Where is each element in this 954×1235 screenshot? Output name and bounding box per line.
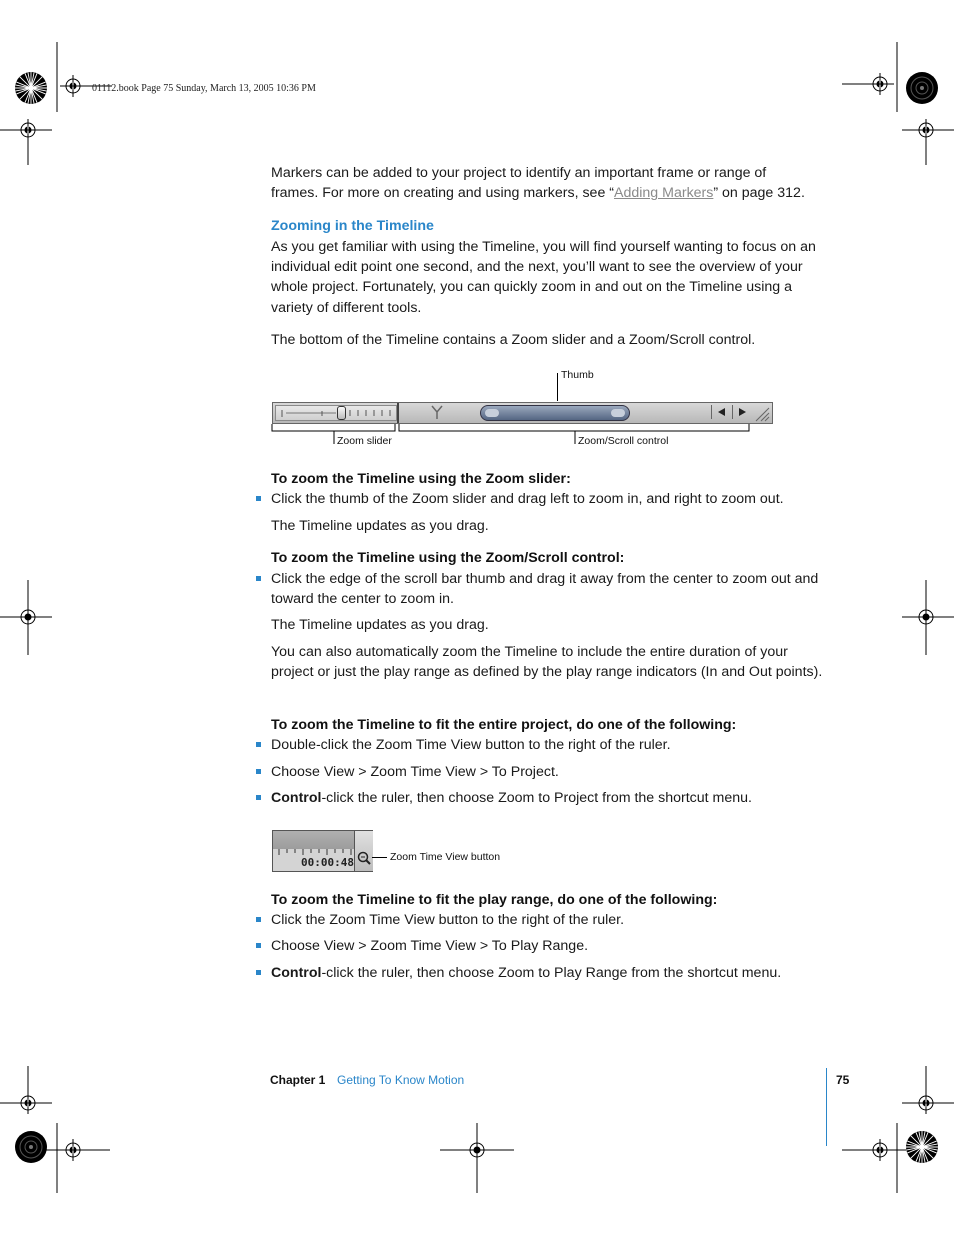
zoom-slider-label: Zoom slider: [337, 435, 392, 447]
resize-grip-icon[interactable]: [752, 404, 770, 422]
task4-heading: To zoom the Timeline to fit the play range, do one of the following:: [271, 892, 718, 908]
ruler-figure: [272, 830, 373, 872]
task4-bullet-3: [271, 963, 831, 983]
play-range-indicator-icon: [430, 405, 444, 421]
footer-rule: [826, 1068, 827, 1146]
adding-markers-link[interactable]: Adding Markers: [614, 185, 714, 202]
zoom-slider-thumb[interactable]: [337, 406, 346, 420]
task2-heading: To zoom the Timeline using the Zoom/Scroll control:: [271, 550, 625, 566]
zoom-slider-ticks: [276, 406, 396, 420]
zoom-time-view-button[interactable]: [354, 831, 373, 871]
page-number: 75: [836, 1073, 850, 1087]
bullet-marker: [256, 496, 261, 501]
intro-text-end: ” on page 312.: [713, 185, 805, 202]
task2-bullet: Click the edge of the scroll bar thumb and drag it away from the center to zoom out and toward the center to zoom in.: [271, 571, 819, 608]
task3-bullet-2: Choose View > Zoom Time View > To Project.: [271, 764, 559, 780]
task1-bullet: Click the thumb of the Zoom slider and drag left to zoom in, and right to zoom out.: [271, 491, 784, 507]
task4-bullet-2: Choose View > Zoom Time View > To Play Range.: [271, 938, 589, 954]
thumb-label: Thumb: [561, 369, 594, 381]
starburst-mark-icon: [906, 1131, 938, 1163]
task2-note: The Timeline updates as you drag.: [271, 617, 489, 633]
section-paragraph: As you get familiar with using the Timeline, you will find yourself wanting to focus on an individual edit point one second, and the next, you’ll want to see the overview of your whole project. Fortunately, you can quickly zoom in and out on the Timeline using a variety of different tools.: [271, 239, 816, 316]
task3-bullet-3-text: -click the ruler, then choose Zoom to Project from the shortcut menu.: [321, 790, 752, 806]
bullet-marker: [256, 943, 261, 948]
scroll-left-button[interactable]: [711, 405, 730, 419]
zoom-slider[interactable]: [275, 405, 397, 421]
control-key-label: Control: [271, 965, 322, 981]
bullet-marker: [256, 769, 261, 774]
timecode-display: 00:00:48: [301, 856, 354, 869]
scroll-thumb-right-grip[interactable]: [611, 409, 625, 417]
scroll-thumb-left-grip[interactable]: [485, 409, 499, 417]
intro-line-2: [271, 183, 831, 203]
task2-paragraph: You can also automatically zoom the Timeline to include the entire duration of your project or just the play range as defined by the play range indicators (In and Out points).: [271, 644, 823, 681]
ruler-top-band: [273, 831, 354, 849]
task4-bullet-3-text: -click the ruler, then choose Zoom to Play Range from the shortcut menu.: [321, 965, 782, 981]
task1-heading: To zoom the Timeline using the Zoom slider:: [271, 471, 571, 487]
scroll-right-button[interactable]: [732, 405, 751, 419]
intro-text: frames. For more on creating and using markers, see “: [271, 185, 615, 202]
bar-divider: [397, 403, 399, 423]
starburst-mark-icon: [906, 72, 938, 104]
zoom-button-callout-line: [372, 857, 387, 858]
reverse-icon: [712, 405, 730, 419]
zoom-timeline-bar: [272, 402, 773, 424]
timeline-bottom-paragraph: The bottom of the Timeline contains a Zoom slider and a Zoom/Scroll control.: [271, 332, 756, 348]
intro-line-1: Markers can be added to your project to identify an important frame or range of: [271, 165, 767, 181]
play-icon: [733, 405, 751, 419]
task1-note: The Timeline updates as you drag.: [271, 518, 489, 534]
footer-chapter-title[interactable]: Getting To Know Motion: [337, 1073, 465, 1087]
bullet-marker: [256, 742, 261, 747]
section-heading: Zooming in the Timeline: [271, 218, 434, 234]
footer-chapter: Chapter 1: [270, 1073, 326, 1087]
zoom-time-view-label: Zoom Time View button: [390, 851, 501, 863]
zoom-scroll-label: Zoom/Scroll control: [578, 435, 669, 447]
starburst-mark-icon: [15, 1131, 47, 1163]
task3-heading: To zoom the Timeline to fit the entire project, do one of the following:: [271, 717, 737, 733]
task3-bullet-3: [271, 788, 831, 808]
bullet-marker: [256, 917, 261, 922]
task4-bullet-1: Click the Zoom Time View button to the right of the ruler.: [271, 912, 625, 928]
bullet-marker: [256, 970, 261, 975]
starburst-mark-icon: [15, 72, 47, 104]
thumb-callout-line: [557, 373, 558, 401]
bullet-marker: [256, 576, 261, 581]
task3-bullet-1: Double-click the Zoom Time View button to the right of the ruler.: [271, 737, 671, 753]
zoom-time-view-icon: [355, 831, 373, 871]
zoom-scroll-control[interactable]: [480, 405, 630, 421]
control-key-label: Control: [271, 790, 322, 806]
print-header: 01112.book Page 75 Sunday, March 13, 2005 10:36 PM: [92, 83, 316, 94]
intro-paragraph: [271, 163, 831, 203]
bullet-marker: [256, 795, 261, 800]
